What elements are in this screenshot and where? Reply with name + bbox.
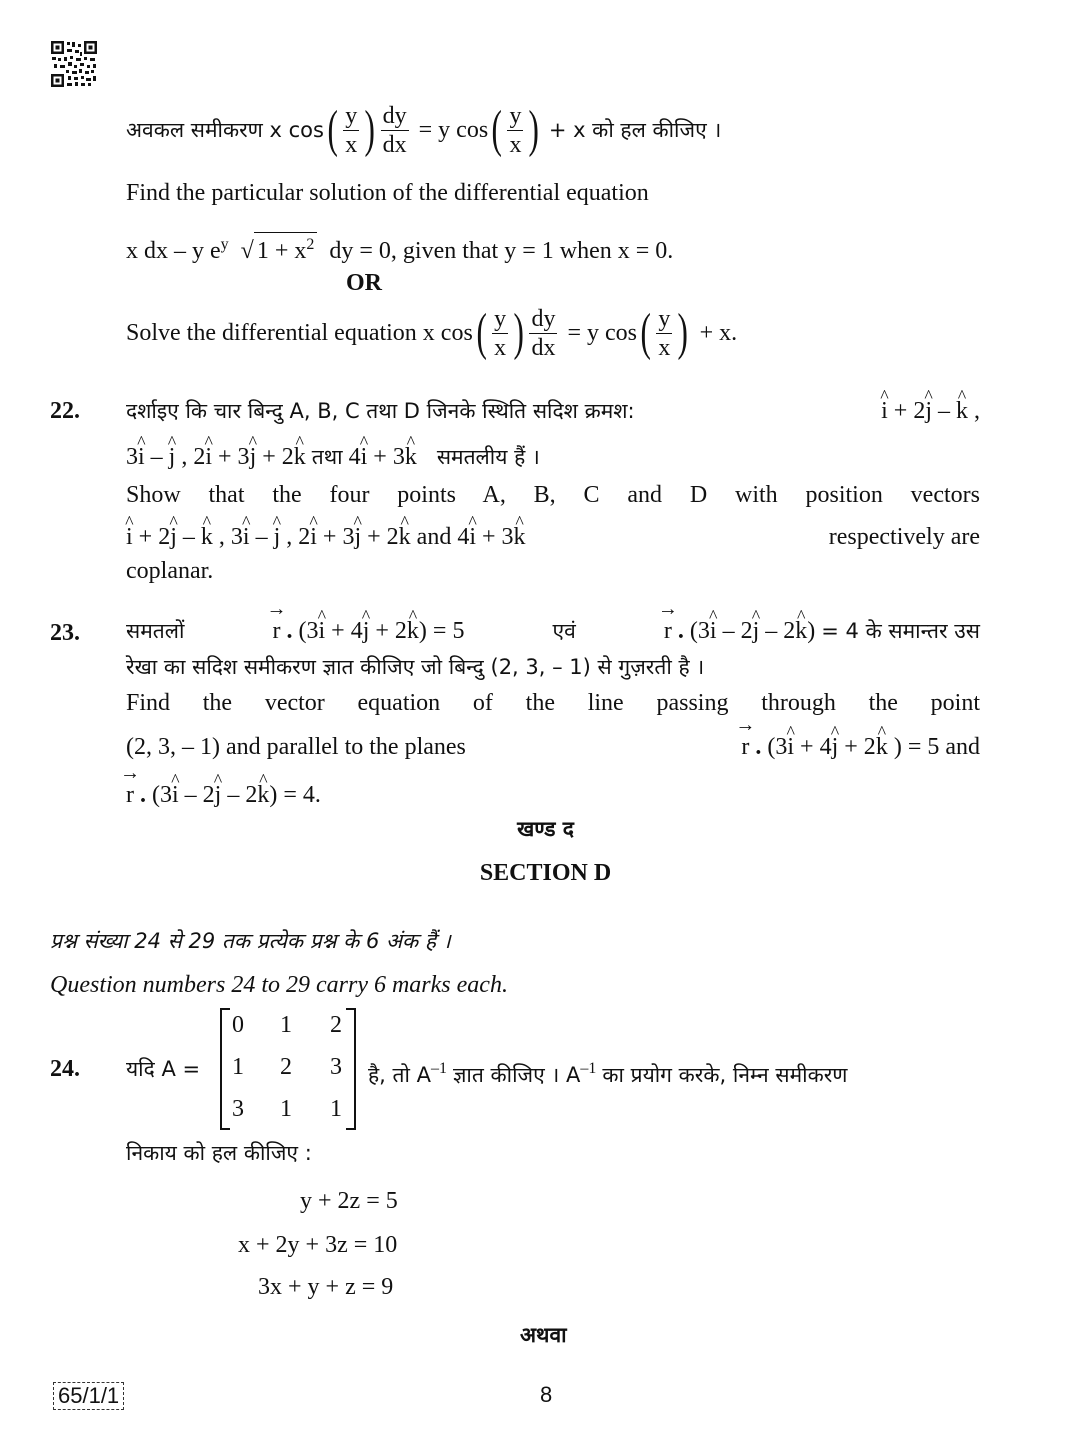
question-number-22: 22.	[50, 398, 80, 424]
q23-english-line3: → r . (3^ i – 2^ j – 2^ k) = 4.	[126, 780, 321, 810]
fraction-dy-dx: $\frac{dy}{dx}$	[531, 305, 556, 361]
q22-hindi-line1: दर्शाइए कि चार बिन्दु A, B, C तथा D जिनके स्थिति सदिश क्रमश: ^ i + 2^ j – ^ k ,	[126, 396, 980, 426]
or-label: OR	[346, 270, 382, 296]
q21-hindi-prefix: अवकल समीकरण x cos	[126, 118, 324, 142]
fraction-y-over-x: $\frac{y}{x}$	[494, 305, 507, 361]
paren-right: )	[528, 101, 540, 158]
paren-right: )	[677, 304, 689, 361]
q23-hindi-line1: समतलों → r . (3^ i + 4^ j + 2^ k) = 5 एवं → r . (3^ i – 2^ j – 2^ k) = 4 के समान्तर उस	[126, 616, 980, 646]
q24-hindi-after: है, तो $A^{-1}$ ज्ञात कीजिए । $A^{-1}$ का प्रयोग करके, निम्न समीकरण	[368, 1060, 848, 1087]
q22-english-line3: coplanar.	[126, 558, 214, 584]
q21-hindi-line	[126, 100, 721, 160]
section-title: SECTION D	[479, 860, 612, 886]
paren-right: )	[364, 101, 376, 158]
q21-english-line2: x dx – y $e^y$ √ $1 + x^2$ dy = 0, given that y = 1 when x = 0.	[126, 230, 673, 266]
q22-english-line1: Show that the four points A, B, C and D with position vectors	[126, 482, 980, 508]
question-number-24: 24.	[50, 1056, 80, 1082]
q23-english-line1: Find the vector equation of the line passing through the point	[126, 690, 980, 716]
q24-hindi-line2: निकाय को हल कीजिए :	[126, 1141, 312, 1165]
matrix-a: 0 1 2 1 2 3 3 1 1	[220, 1008, 356, 1130]
q24-hindi-prefix: यदि A =	[126, 1057, 201, 1081]
or-label-hindi: अथवा	[520, 1323, 567, 1347]
q21-english-line1: Find the particular solution of the differential equation	[126, 180, 649, 206]
equation-3: 3x + y + z = 9	[258, 1274, 394, 1300]
paren-right: )	[513, 304, 524, 361]
q21-hindi-suffix: + x को हल कीजिए ।	[548, 118, 722, 142]
section-note-hindi: प्रश्न संख्या 24 से 29 तक प्रत्येक प्रश्न के 6 अंक हैं ।	[50, 929, 451, 953]
q22-english-line2: ^ i + 2^ j – ^ k , 3^ i – ^ j , 2^ i + 3^ j + 2^ k and 4^ i + 3^ k respectively are	[126, 522, 980, 552]
fraction-y-over-x: $\frac{y}{x}$	[658, 305, 671, 361]
fraction-y-over-x: $\frac{y}{x}$	[345, 102, 358, 158]
fraction-dy-dx: $\frac{dy}{dx}$	[382, 102, 407, 158]
fraction-y-over-x: $\frac{y}{x}$	[509, 102, 522, 158]
paper-code: 65/1/1	[53, 1382, 124, 1410]
q22-hindi-line2: 3^ i – ^ j , 2^ i + 3^ j + 2^ k तथा 4^ i + 3^ k समतलीय हैं ।	[126, 442, 540, 472]
question-number-23: 23.	[50, 620, 80, 646]
page-number: 8	[540, 1382, 553, 1407]
equation-2: x + 2y + 3z = 10	[238, 1232, 398, 1258]
paren-left: (	[491, 101, 503, 158]
paren-left: (	[476, 304, 487, 361]
q23-english-line2: (2, 3, – 1) and parallel to the planes → r . (3^ i + 4^ j + 2^ k ) = 5 and	[126, 732, 980, 762]
q21-or-equation: Solve the differential equation x cos ( $\frac{y}{x}$ ) $\frac{dy}{dx}$ = y cos ( $\frac{y}{x}$ ) + x.	[126, 304, 738, 361]
section-title-hindi: खण्ड द	[517, 817, 574, 841]
equation-1: y + 2z = 5	[300, 1188, 398, 1214]
section-note-english: Question numbers 24 to 29 carry 6 marks each.	[50, 972, 508, 998]
paren-left: (	[640, 304, 651, 361]
qr-code-icon	[50, 40, 98, 88]
sqrt-expression: $1 + x^2$	[254, 232, 318, 263]
paren-left: (	[327, 101, 338, 158]
q21-eq-mid: = y cos	[418, 117, 489, 143]
q23-hindi-line2: रेखा का सदिश समीकरण ज्ञात कीजिए जो बिन्दु (2, 3, – 1) से गुज़रती है ।	[126, 655, 705, 679]
